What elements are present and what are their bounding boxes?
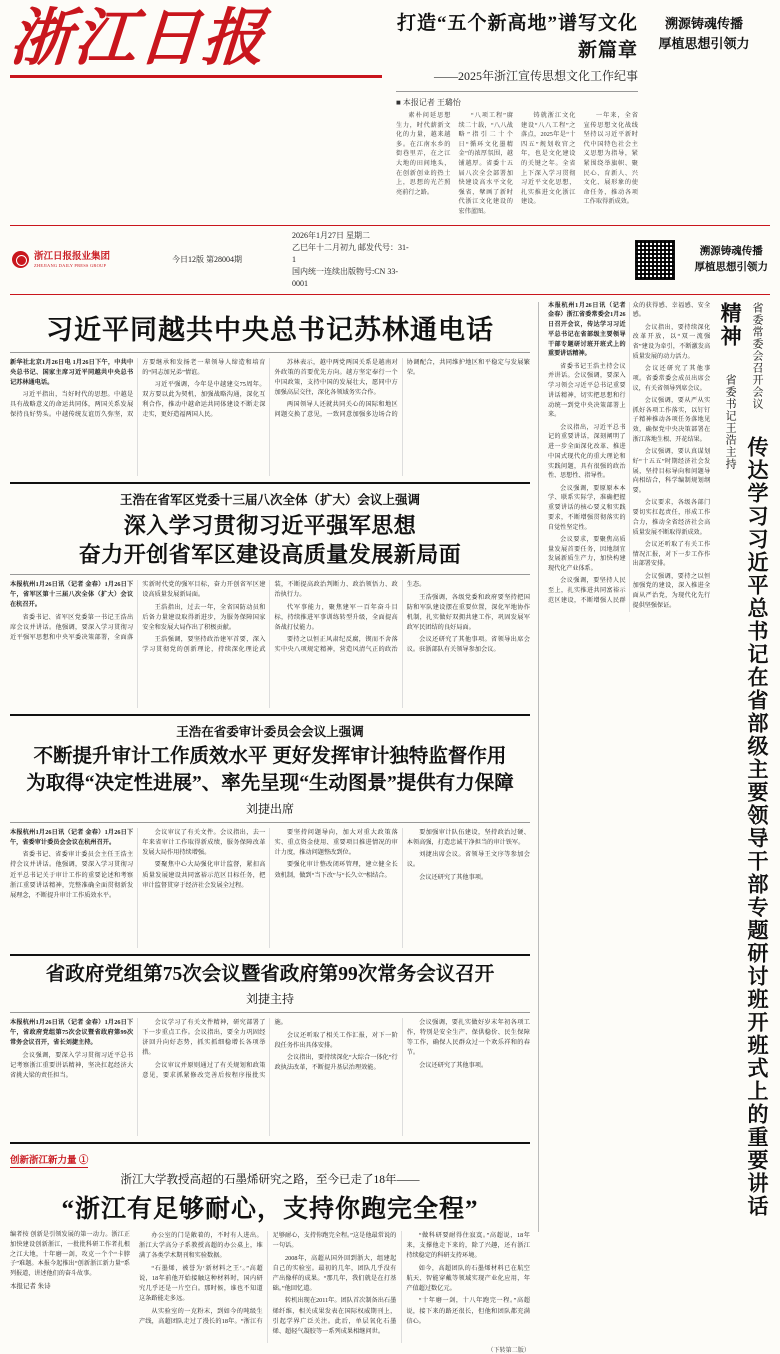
qr-code-icon[interactable] bbox=[635, 240, 675, 280]
paragraph: 会议还研究了其他事项。 bbox=[419, 1061, 488, 1069]
paragraph: 2008年，高超从国外回到浙大，组建起自己的实验室。最初的几年，团队几乎没有产出像样的成果。“那几年，我们就是在打基础。”他回忆道。 bbox=[272, 1254, 397, 1292]
dateline: 本报杭州1月26日讯（记者 金春）1月26日下午，省军区第十三届八次全体（扩大）会议在杭召开。 bbox=[10, 581, 134, 609]
date-info bbox=[292, 230, 412, 290]
info-bar-slogan bbox=[695, 244, 769, 276]
headline-line-2: 奋力开创省军区建设高质量发展新局面 bbox=[78, 542, 462, 568]
paragraph: 会议还听取了相关工作汇报，对下一阶段任务作出具体安排。 bbox=[274, 1031, 398, 1049]
left-column bbox=[10, 302, 539, 1354]
kicker: 王浩在省委审计委员会会议上强调 bbox=[176, 725, 364, 740]
feature-label: 创新浙江新力量 ① bbox=[10, 1152, 88, 1168]
issue-info bbox=[172, 254, 282, 266]
paragraph: 会议强调，要扎实做好岁末年初各项工作，特别是安全生产、保供稳价、民生保障等工作，确保人民群众过一个欢乐祥和的春节。 bbox=[406, 1019, 530, 1057]
paragraph: 会议学习了有关文件精神，研究部署了下一步重点工作。会议指出，要全力巩固经济回升向好态势，抓实抓细稳增长各项举措。 bbox=[142, 1019, 266, 1057]
paragraph: 王浩指出，过去一年，全省国防动员和后备力量建设取得新进步，为服务保障国家安全和发展大局作出了积极贡献。 bbox=[142, 603, 266, 631]
paragraph: 铸就浙江文化建设“八八工程”之落点，2025年是“十四五”规划收官之年，也是文化建设的关键之年。全省上下深入学习贯彻习近平文化思想，扎实推进文化浙江建设。 bbox=[521, 112, 576, 206]
lead-col-2 bbox=[459, 111, 514, 219]
feature-main-body bbox=[139, 1231, 530, 1354]
divider bbox=[10, 954, 530, 956]
article-body bbox=[10, 580, 530, 708]
article-body bbox=[10, 358, 530, 476]
press-group-name: 浙江日报报业集团 bbox=[34, 251, 111, 262]
divider bbox=[10, 482, 530, 484]
paragraph: 要加强审计队伍建设，坚持政治过硬、本领高强，打造忠诚干净担当的审计铁军。 bbox=[406, 828, 530, 846]
paragraph: “十年磨一剑，十八年跑完一程。”高超说，接下来的路还很长，但他和团队都充满信心。 bbox=[406, 1297, 530, 1325]
paper-name: 浙江日报 bbox=[7, 5, 269, 73]
paragraph: 会议指出，要持续深化改革开放，以“双一流强省”建设为牵引，不断激发高质量发展的动力活力。 bbox=[632, 324, 711, 360]
right-subline: 省委书记王浩主持 bbox=[724, 373, 737, 470]
info-slogan-line-2: 厚植思想引领力 bbox=[694, 261, 768, 273]
subline: 刘捷主持 bbox=[245, 992, 294, 1007]
paragraph: “八项工程”赓续二十载，“八八战略”指引二十个日“循环文化墨精金”的浓厚氛围，越铺越厚。省委十五届八次全会部署加快建设高水平文化强省，擘画了新时代浙江文化建设的宏伟蓝图。 bbox=[458, 112, 513, 216]
masthead-slogan bbox=[638, 8, 770, 53]
dateline: 本报杭州1月26日讯（记者 金春）1月26日下午，省委审计委员会会议在杭州召开。 bbox=[10, 828, 134, 846]
feature-headline: “浙江有足够耐心，支持你跑完全程” bbox=[61, 1196, 479, 1224]
divider bbox=[10, 1012, 530, 1013]
paragraph: 省委书记、省委审计委员会主任王浩主持会议并讲话。他强调，要深入学习贯彻习近平总书记关于审计工作的重要论述和考察浙江重要讲话精神，完整准确全面贯彻新发展理念，不断提升审计工作质效水平。 bbox=[10, 851, 134, 899]
right-body bbox=[548, 302, 716, 1232]
paragraph: 素朴问延思想生力，时代薪新文化的力量，越来越多。在江南水乡的街巷里弄，在之江大地的田间地头，在创新创业的热土上，思想的光芒照亮前行之路。 bbox=[396, 112, 451, 196]
headline-line-2: 为取得“决定性进展”、率先呈现“生动图景”提供有力保障 bbox=[26, 773, 514, 795]
article-xi-call bbox=[10, 308, 530, 476]
article-military-meeting bbox=[10, 490, 530, 708]
slogan-line-1: 溯源铸魂传播 bbox=[664, 16, 743, 31]
paragraph: 会议审议并原则通过了有关规划和政策意见，要求抓紧修改完善后按程序报批实施。 bbox=[142, 1019, 287, 1079]
paragraph: 会议还研究了其他事项。 bbox=[419, 874, 488, 882]
paragraph: 习近平指出，当好时代的思想。中越是具有战略意义的命运共同体，两国关系发展保持良好势头。中越传统友谊历久弥坚，双方要继承和发扬老一辈领导人缔造和培育的“同志加兄弟”情谊。 bbox=[10, 358, 266, 419]
reporter-byline: 本报记者 朱诗 bbox=[10, 1283, 51, 1291]
divider bbox=[10, 574, 530, 575]
paragraph: 从实验室的一克粉末，到如今的吨级生产线，高超团队走过了漫长的18年。“浙江有足够耐心，支持你跑完全程。”这是他最常说的一句话。 bbox=[139, 1232, 397, 1325]
continuation-note: （下转第二版） bbox=[487, 1348, 530, 1354]
paragraph: 王浩强调，各级党委和政府要坚持把国防和军队建设摆在重要位置，深化军地协作机制，扎实做好双拥共建工作，巩固发展军政军民团结的良好局面。 bbox=[406, 593, 530, 631]
paragraph: 办公室的门是敞着的，不时有人进出。浙江大学高分子系教授高超的办公桌上，堆满了各类学术期刊和实验数据。 bbox=[139, 1232, 263, 1260]
paragraph: 王浩强调，要坚持政治建军首要，深入学习贯彻党的创新理论，持续深化理论武装，不断提高政治判断力、政治领悟力、政治执行力。 bbox=[142, 581, 398, 654]
headline-line-1: 不断提升审计工作质效水平 更好发挥审计独特监督作用 bbox=[33, 746, 507, 768]
paragraph: 苏林表示，越中两党两国关系是越南对外政策的首要优先方向。越方坚定奉行一个中国政策，支持中国的发展壮大，愿同中方加强高层交往，深化各领域务实合作。 bbox=[274, 358, 398, 396]
paragraph: 省委书记王浩主持会议并讲话。会议强调，要深入学习领会习近平总书记重要讲话精神，切实把思想和行动统一到党中央决策部署上来。 bbox=[547, 363, 626, 419]
article-executive-meeting bbox=[10, 962, 530, 1136]
paragraph: 会议要求，要聚焦高质量发展首要任务，因地制宜发展新质生产力，加快构建现代化产业体系。 bbox=[547, 536, 626, 573]
editors-note bbox=[10, 1231, 130, 1354]
paragraph: 要强化审计整改闭环管理，建立健全长效机制，做到“当下改”与“长久立”相结合。 bbox=[274, 861, 398, 879]
lead-body bbox=[396, 111, 638, 219]
lead-col-3 bbox=[521, 111, 576, 219]
press-group-logo bbox=[12, 251, 162, 268]
dateline: 新华社北京1月26日电 1月26日下午，中共中央总书记、国家主席习近平同越共中央总书记苏林通电话。 bbox=[10, 358, 134, 386]
paragraph: 会议强调，要持之以恒加强党的建设，深入推进全面从严治党，为现代化先行提供坚强保证。 bbox=[632, 573, 711, 609]
paragraph: 要持之以恒正风肃纪反腐，锲而不舍落实中央八项规定精神，营造风清气正的政治生态。 bbox=[274, 581, 426, 654]
lead-col-4 bbox=[584, 111, 639, 219]
editors-note-text: 编者按 创新是引领发展的第一动力。浙江正加快建设创新浙江，一批批科研工作者扎根之江大地，十年磨一剑，攻克一个个“卡脖子”难题。本报今起推出“创新浙江新力量”系列报道，讲述他们的奋斗故事。 bbox=[10, 1232, 130, 1278]
paragraph: 会议还研究了其他事项。省委常委会成员出席会议，有关省领导列席会议。 bbox=[632, 366, 711, 392]
paragraph: 习近平强调，今年是中越建交75周年。双方要以此为契机，加强战略沟通，深化互利合作，推动中越命运共同体建设不断走深走实，更好造福两国人民。 bbox=[142, 381, 266, 419]
paragraph: 会议还听取了有关工作情况汇报，对下一步工作作出部署安排。 bbox=[632, 541, 711, 568]
paragraph: 会议指出，要持续深化“大综合一体化”行政执法改革，不断提升基层治理效能。 bbox=[274, 1054, 398, 1072]
paragraph: 会议强调，要深入学习贯彻习近平总书记考察浙江重要讲话精神，坚决扛起经济大省挑大梁的责任担当。 bbox=[10, 1051, 134, 1079]
masthead bbox=[7, 5, 770, 219]
info-bar bbox=[10, 225, 770, 295]
dateline: 本报杭州1月26日讯（记者 金春）1月26日下午，省政府党组第75次会议暨省政府第99次常务会议召开，省长刘捷主持。 bbox=[10, 1019, 134, 1047]
paragraph: 会议强调，要原原本本学、联系实际学，准确把握重要讲话的核心要义和实践要求，不断增强贯彻落实的自觉性坚定性。 bbox=[547, 485, 626, 531]
paragraph: 如今，高超团队的石墨烯材料已在航空航天、智能穿戴等领域实现产业化应用，年产值超过数亿元。 bbox=[406, 1264, 530, 1292]
paragraph: 会议指出，习近平总书记的重要讲话，深刻阐明了进一步全面深化改革、推进中国式现代化的重大理论和实践问题，具有很强的政治性、思想性、指导性。 bbox=[547, 424, 626, 480]
slogan-line-2: 厚植思想引领力 bbox=[658, 35, 750, 51]
paragraph: 刘捷出席会议。省领导王文序等参加会议。 bbox=[406, 851, 530, 869]
date-line-1: 2026年1月27日 星期二 bbox=[292, 230, 370, 240]
article-audit-committee bbox=[10, 722, 530, 948]
right-column-article bbox=[539, 302, 770, 1232]
feature-body bbox=[10, 1231, 530, 1354]
press-group-mark-icon bbox=[12, 251, 29, 268]
paragraph: 代军事能力，聚焦建军一百年奋斗目标，持续推进军事训练转型升级，全面提高备战打仗能力。 bbox=[274, 603, 398, 631]
headline: 习近平同越共中央总书记苏林通电话 bbox=[45, 314, 494, 345]
lead-col-1 bbox=[396, 111, 451, 219]
right-headline bbox=[716, 302, 770, 1232]
today-pages: 今日12版 第28004期 bbox=[172, 254, 242, 264]
paragraph: 会议强调，要从严从实抓好各项工作落实，以钉钉子精神推动各项任务落地见效，确保党中央决策部署在浙江落地生根、开花结果。 bbox=[632, 397, 711, 443]
nameplate bbox=[7, 5, 382, 78]
masthead-lead-story bbox=[382, 8, 638, 219]
right-headline-text: 传达学习习近平总书记在省部级主要领导干部专题研讨班开班式上的重要讲话精神 bbox=[718, 301, 769, 1218]
divider bbox=[10, 822, 530, 823]
article-body bbox=[10, 1018, 530, 1136]
cn-code: 国内统一连续出版物号:CN 33-0001 bbox=[292, 266, 398, 288]
paragraph: 两国领导人还就共同关心的国际和地区问题交换了意见，一致同意加强多边场合的协调配合，共同维护地区和平稳定与发展繁荣。 bbox=[274, 358, 530, 419]
subline: 刘捷出席 bbox=[245, 801, 294, 816]
nameplate-rule bbox=[10, 75, 382, 78]
lead-subheadline: ——2025年浙江宣传思想文化工作纪事 bbox=[433, 69, 638, 83]
divider bbox=[10, 352, 530, 353]
paragraph: 转机出现在2011年。团队首次制备出石墨烯纤维，相关成果发表在国际权威期刊上，引起学界广泛关注。此后，单层氧化石墨烯、超轻气凝胶等一系列成果相继问世。 bbox=[272, 1297, 397, 1335]
right-kicker: 省委常委会召开会议 bbox=[751, 301, 763, 410]
article-feature-graphene bbox=[10, 1150, 530, 1354]
divider bbox=[10, 714, 530, 716]
paragraph: 会议还研究了其他事项。省领导出席会议。驻浙部队有关领导参加会议。 bbox=[406, 636, 530, 654]
paragraph: 要坚持问题导向，加大对重大政策落实、重点资金使用、重要项目推进情况的审计力度，推动问题整改到位。 bbox=[274, 828, 398, 856]
headline-line-1: 深入学习贯彻习近平强军思想 bbox=[123, 512, 417, 538]
paragraph: 会议审议了有关文件。会议指出，去一年来省审计工作取得新成绩，服务保障改革发展大局作用持续增强。 bbox=[142, 828, 266, 856]
divider bbox=[10, 1142, 530, 1144]
paragraph: 会议强调，要认真谋划好“十五五”时期经济社会发展，坚持目标导向和问题导向相结合，科学编制规划纲要。 bbox=[632, 449, 711, 495]
paragraph: 会议强调，要坚持人民至上，扎实推进共同富裕示范区建设，不断增强人民群众的获得感、幸福感、安全感。 bbox=[547, 302, 711, 604]
paragraph: 要聚焦中心大局强化审计监督，紧扣高质量发展建设共同富裕示范区目标任务，把审计监督贯穿于经济社会发展全过程。 bbox=[142, 861, 266, 889]
dateline: 本报杭州1月26日讯（记者 金春）浙江省委常委会1月26日召开会议，传达学习习近平总书记在省部级主要领导干部专题研讨班开班式上的重要讲话精神。 bbox=[547, 302, 626, 358]
lead-byline: ■ 本报记者 王璐怡 bbox=[396, 98, 461, 107]
main-body bbox=[10, 301, 770, 1354]
lead-headline: 打造“五个新高地”谱写文化新篇章 bbox=[396, 13, 638, 61]
paragraph: 一年来，全省宣传思想文化战线坚持以习近平新时代中国特色社会主义思想为指导，紧紧围绕举旗帜、聚民心、育新人、兴文化、展形象的使命任务，推动各项工作取得新成效。 bbox=[583, 112, 638, 206]
feature-subline: 浙江大学教授高超的石墨烯研究之路，至今已走了18年—— bbox=[120, 1174, 420, 1187]
kicker: 王浩在省军区党委十三届八次全体（扩大）会议上强调 bbox=[119, 492, 420, 507]
info-slogan-line-1: 溯源铸魂传播 bbox=[699, 245, 763, 257]
paragraph: 省委书记、省军区党委第一书记王浩出席会议并讲话。他强调，要深入学习贯彻习近平强军思想和中央军委决策部署，全面落实新时代党的强军目标，奋力开创省军区建设高质量发展新局面。 bbox=[10, 581, 266, 641]
paragraph: 会议要求，各级各部门要切实扛起责任，形成工作合力，推动全省经济社会高质量发展不断取得新成效。 bbox=[632, 500, 711, 536]
paragraph: “做科研要耐得住寂寞。”高超说，18年来，支撑他走下来的，除了兴趣，还有浙江持续稳定的科研支持环境。 bbox=[406, 1232, 530, 1260]
press-group-pinyin: ZHEJIANG DAILY PRESS GROUP bbox=[34, 262, 107, 268]
divider bbox=[396, 91, 638, 92]
article-body bbox=[10, 828, 530, 948]
date-line-2: 乙巳年十二月初九 邮发代号：31-1 bbox=[292, 242, 409, 264]
paragraph: “石墨烯，被誉为‘新材料之王’。”高超说，18年前他开始接触这种材料时，国内研究几乎还是一片空白。那时候，谁也不知道这条路能走多远。 bbox=[139, 1264, 263, 1302]
headline: 省政府党组第75次会议暨省政府第99次常务会议召开 bbox=[45, 963, 495, 985]
